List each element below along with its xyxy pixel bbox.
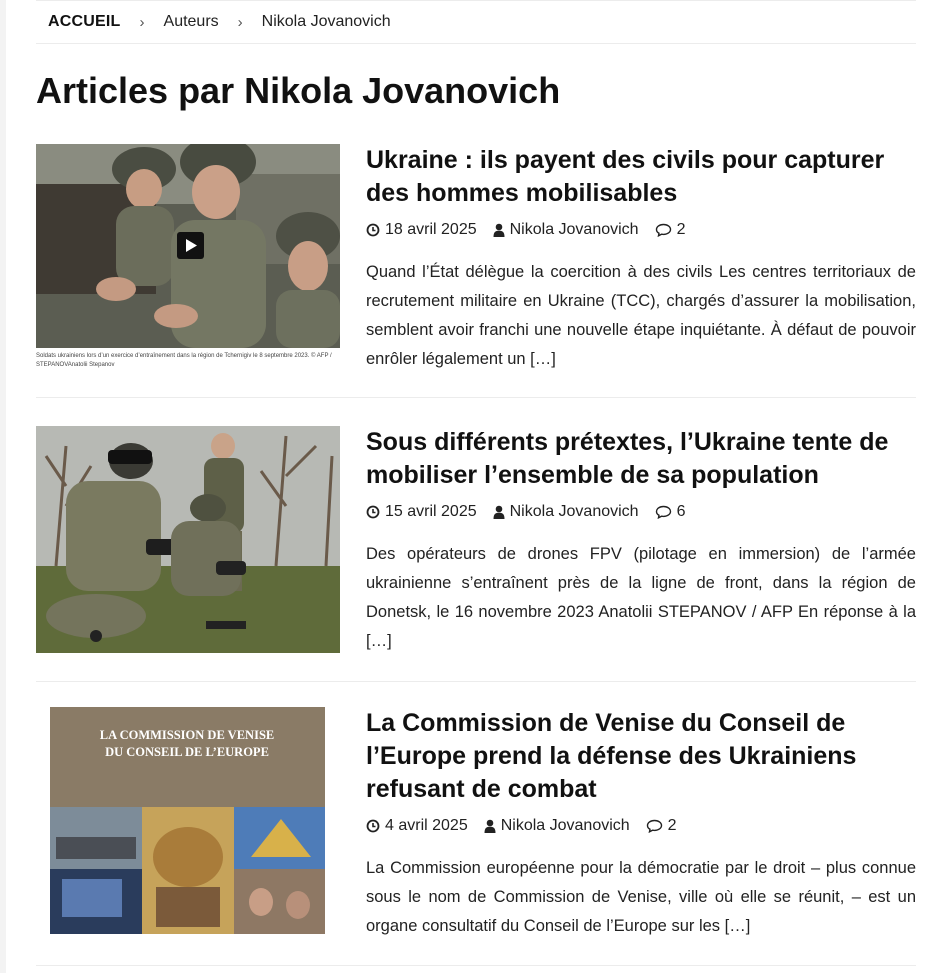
article-meta [366,815,916,837]
article-thumbnail[interactable] [36,707,340,934]
article-title-link[interactable]: La Commission de Venise du Conseil de l’Europe prend la défense des Ukrainiens refusant de combat [366,709,857,803]
article-date[interactable]: 18 avril 2025 [385,221,477,238]
user-icon [484,819,496,833]
clock-icon [366,819,380,833]
article-excerpt: Des opérateurs de drones FPV (pilotage en immersion) de l’armée ukrainienne s’entraînent près de la ligne de front, dans la région de Donetsk, le 16 novembre 2023 Anatolii STEPANOV / AFP En réponse à la […] [366,545,916,650]
cover-title-line2: DU CONSEIL DE L’EUROPE [105,745,269,759]
page-left-border [0,0,6,973]
article-author-link[interactable]: Nikola Jovanovich [500,817,630,834]
article-divider [36,681,916,682]
user-icon [493,223,505,237]
user-icon [493,505,505,519]
article-divider [36,965,916,966]
image-caption: Soldats ukrainiens lors d’un exercice d’entraînement dans la région de Tchernigiv le 8 septembre 2023. © AFP / STEPANOVAnatolii Stepanov [36,353,332,368]
comment-icon [655,505,672,519]
article-excerpt: Quand l’État délègue la coercition à des civils Les centres territoriaux de recrutement militaire en Ukraine (TCC), chargés d’assurer la mobilisation, semblent avoir franchi une nouvelle étape inquiétante. À défaut de pouvoir enrôler légalement un […] [366,263,916,368]
article-thumbnail[interactable] [36,426,340,653]
comment-icon [655,223,672,237]
drone-operators-photo [36,426,340,653]
breadcrumb-home-link[interactable]: ACCUEIL [48,13,121,30]
comment-icon [646,819,663,833]
chevron-right-icon: › [139,13,145,31]
clock-icon [366,223,380,237]
breadcrumb-authors-link[interactable]: Auteurs [163,13,219,30]
article-date[interactable]: 4 avril 2025 [385,817,468,834]
article-thumbnail[interactable] [36,144,340,371]
article-comment-count[interactable]: 2 [676,221,686,238]
chevron-right-icon: › [237,13,243,31]
article-divider [36,397,916,398]
article-title-link[interactable]: Ukraine : ils payent des civils pour capturer des hommes mobilisables [366,146,885,207]
article-excerpt: La Commission européenne pour la démocratie par le droit – plus connue sous le nom de Commission de Venise, ville où elle se réunit, – est un organe consultatif du Conseil de l’Europe sur les […] [366,859,916,935]
page-title: Articles par Nikola Jovanovich [36,70,561,111]
venice-commission-cover [36,707,340,934]
breadcrumb-current: Nikola Jovanovich [261,13,391,30]
clock-icon [366,505,380,519]
article-meta [366,501,916,523]
article-author-link[interactable]: Nikola Jovanovich [509,221,639,238]
breadcrumb [36,0,916,44]
article-meta [366,219,916,241]
soldiers-photo [36,144,340,371]
article-author-link[interactable]: Nikola Jovanovich [509,503,639,520]
article-comment-count[interactable]: 2 [667,817,677,834]
article-comment-count[interactable]: 6 [676,503,686,520]
article-date[interactable]: 15 avril 2025 [385,503,477,520]
article-title-link[interactable]: Sous différents prétextes, l’Ukraine tente de mobiliser l’ensemble de sa population [366,428,889,489]
cover-title-line1: LA COMMISSION DE VENISE [99,728,275,742]
